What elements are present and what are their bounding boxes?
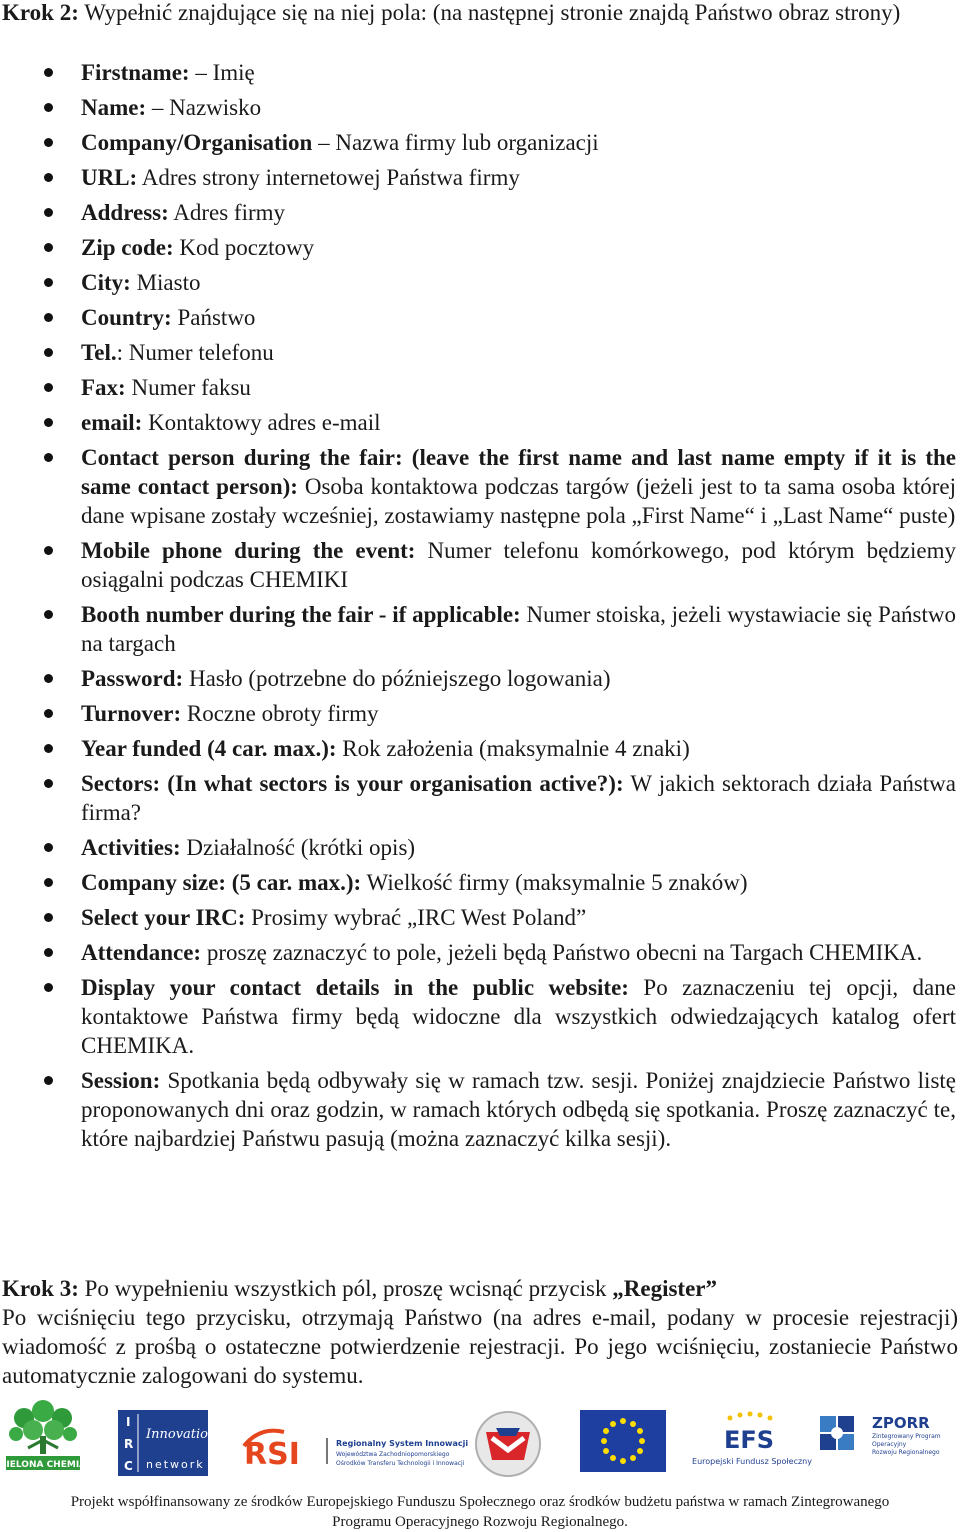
field-list-item: [0, 58, 960, 87]
field-term: Company/Organisation: [81, 130, 313, 155]
footer-line2: Programu Operacyjnego Rozwoju Regionalnego.: [332, 1514, 628, 1530]
field-description: Państwo: [171, 305, 256, 330]
field-description: Osoba kontaktowa podczas targów (jeżeli jest to ta sama osoba której dane wpisane zostały wcześniej, zostawiamy następne pola „First Name“ i „Last Name“ puste): [81, 474, 956, 528]
field-term: Password:: [81, 666, 184, 691]
field-list-item: [0, 163, 960, 192]
irc-innovation-text: Innovation: [146, 1427, 217, 1442]
rsi-line1: Regionalny System Innowacji: [336, 1439, 469, 1448]
field-term: Year funded (4 car. max.):: [81, 736, 337, 761]
field-term: Firstname:: [81, 60, 190, 85]
field-description: Działalność (krótki opis): [180, 835, 416, 860]
bullet-icon: [44, 383, 53, 392]
zporr-mark-text: ZPORR: [872, 1414, 930, 1432]
step2-paragraph: [2, 0, 958, 27]
field-list-item: [0, 338, 960, 367]
field-list-item: [0, 973, 960, 1060]
bullet-icon: [44, 68, 53, 77]
irc-letter-c: C: [124, 1459, 133, 1473]
step3-label: Krok 3:: [2, 1276, 79, 1301]
step3-section: [2, 1274, 958, 1390]
bullet-icon: [44, 348, 53, 357]
field-list-item: [0, 303, 960, 332]
bullet-icon: [44, 453, 53, 462]
rsi-logo: [240, 1422, 469, 1472]
field-description: Po zaznaczeniu tej opcji, dane kontaktowe Państwa firmy będą widoczne dla wszystkich odwiedzających katalog ofert CHEMIKA.: [81, 975, 956, 1058]
zielona-chemia-text: ZIELONA CHEMIA: [0, 1460, 87, 1470]
field-description: Numer telefonu komórkowego, pod którym będziemy osiągalni podczas CHEMIKI: [81, 538, 957, 592]
field-term: Activities:: [81, 835, 181, 860]
field-term: Turnover:: [81, 701, 182, 726]
footer-note: [0, 1492, 960, 1532]
field-list-item: [0, 233, 960, 262]
field-list-item: [0, 769, 960, 827]
field-list-item: [0, 373, 960, 402]
step2-label: Krok 2:: [2, 0, 79, 25]
field-list-item: [0, 198, 960, 227]
field-list-item: [0, 268, 960, 297]
field-description: Miasto: [130, 270, 201, 295]
bullet-icon: [44, 208, 53, 217]
field-description: proszę zaznaczyć to pole, jeżeli będą Państwo obecni na Targach CHEMIKA.: [201, 940, 923, 965]
field-description: – Imię: [189, 60, 255, 85]
field-description: Prosimy wybrać „IRC West Poland”: [245, 905, 587, 930]
field-description: Rok założenia (maksymalnie 4 znaki): [336, 736, 690, 761]
bullet-icon: [44, 173, 53, 182]
field-term: Contact person during the fair: (leave the first name and last name empty if it is the same contact person):: [81, 445, 956, 499]
field-term: Country:: [81, 305, 172, 330]
field-list-item: [0, 833, 960, 862]
bullet-icon: [44, 103, 53, 112]
efs-mark-text: EFS: [724, 1426, 775, 1454]
rsi-mark-text: RSI: [244, 1437, 300, 1472]
field-description: Wielkość firmy (maksymalnie 5 znaków): [361, 870, 748, 895]
zporr-logo: [818, 1410, 941, 1460]
irc-letter-i: I: [126, 1415, 131, 1429]
field-description: Spotkania będą odbywały się w ramach tzw. sesji. Poniżej znajdziecie Państwo listę proponowanych dni oraz godzin, w ramach których odbędą się spotkania. Proszę zaznaczyć te, które najbardziej Państwu pasują (można zaznaczyć kilka sesji).: [81, 1068, 956, 1151]
bullet-icon: [44, 243, 53, 252]
field-term: Session:: [81, 1068, 161, 1093]
bullet-icon: [44, 674, 53, 683]
field-description: W jakich sektorach działa Państwa firma?: [81, 771, 956, 825]
bullet-icon: [44, 418, 53, 427]
field-term: Mobile phone during the event:: [81, 538, 416, 563]
bullet-icon: [44, 709, 53, 718]
footer-line1: Projekt współfinansowany ze środków Europejskiego Funduszu Społecznego oraz środków budżetu państwa w ramach Zintegrowanego: [70, 1494, 890, 1510]
rsi-line2: Województwa Zachodniopomorskiego: [336, 1451, 450, 1458]
field-term: URL:: [81, 165, 138, 190]
zporr-line2: Operacyjny: [872, 1441, 907, 1448]
field-term: Tel.: [81, 340, 117, 365]
irc-logo: [118, 1410, 217, 1476]
field-term: Select your IRC:: [81, 905, 246, 930]
bullet-icon: [44, 948, 53, 957]
field-term: City:: [81, 270, 131, 295]
field-term: Zip code:: [81, 235, 174, 260]
field-list-item: [0, 1066, 960, 1153]
field-list-item: [0, 600, 960, 658]
logo-strip: [0, 1400, 960, 1480]
fields-list: [0, 58, 960, 1159]
field-description: Roczne obroty firmy: [181, 701, 379, 726]
field-term: Sectors: (In what sectors is your organisation active?):: [81, 771, 624, 796]
step3-text: Po wypełnieniu wszystkich pól, proszę wcisnąć przycisk: [78, 1276, 613, 1301]
zporr-line1: Zintegrowany Program: [872, 1433, 941, 1440]
field-term: Fax:: [81, 375, 126, 400]
field-description: Numer faksu: [125, 375, 251, 400]
eu-flag-logo: [580, 1410, 666, 1472]
field-term: Company size: (5 car. max.):: [81, 870, 362, 895]
field-list-item: [0, 408, 960, 437]
zporr-line3: Rozwoju Regionalnego: [872, 1449, 940, 1456]
field-list-item: [0, 128, 960, 157]
field-list-item: [0, 664, 960, 693]
register-button-name: „Register”: [612, 1276, 717, 1301]
field-list-item: [0, 734, 960, 763]
field-term: email:: [81, 410, 143, 435]
field-term: Name:: [81, 95, 147, 120]
field-description: – Nazwisko: [146, 95, 262, 120]
field-list-item: [0, 868, 960, 897]
irc-letter-r: R: [124, 1437, 134, 1451]
bullet-icon: [44, 313, 53, 322]
bullet-icon: [44, 546, 53, 555]
field-list-item: [0, 903, 960, 932]
bullet-icon: [44, 1076, 53, 1085]
efs-logo: [692, 1412, 812, 1470]
field-list-item: [0, 93, 960, 122]
step3-paragraph: Po wciśnięciu tego przycisku, otrzymają Państwo (na adres e-mail, podany w procesie rejestracji) wiadomość z prośbą o ostateczne potwierdzenie rejestracji. Po jego wciśnięciu, zostaniecie Państwo automatycznie zalogowani do systemu.: [2, 1305, 958, 1388]
step3-line: [2, 1274, 958, 1303]
regional-emblem-logo: [472, 1410, 544, 1478]
field-term: Booth number during the fair - if applicable:: [81, 602, 521, 627]
bullet-icon: [44, 913, 53, 922]
field-description: Adres strony internetowej Państwa firmy: [137, 165, 520, 190]
field-list-item: [0, 536, 960, 594]
zielona-chemia-logo: [0, 1400, 87, 1472]
field-list-item: [0, 443, 960, 530]
bullet-icon: [44, 138, 53, 147]
efs-caption: Europejski Fundusz Społeczny: [692, 1457, 812, 1466]
field-description: Kontaktowy adres e-mail: [142, 410, 381, 435]
bullet-icon: [44, 983, 53, 992]
field-term: Address:: [81, 200, 169, 225]
field-description: Numer stoiska, jeżeli wystawiacie się Państwo na targach: [81, 602, 956, 656]
field-term: Attendance:: [81, 940, 202, 965]
step2-text: Wypełnić znajdujące się na niej pola: (na następnej stronie znajdą Państwo obraz strony): [78, 0, 901, 25]
field-description: – Nazwa firmy lub organizacji: [312, 130, 599, 155]
irc-network-text: network: [146, 1458, 205, 1471]
rsi-line3: Ośrodków Transferu Technologii i Innowacji: [336, 1460, 465, 1467]
field-description: : Numer telefonu: [116, 340, 274, 365]
field-description: Adres firmy: [168, 200, 286, 225]
field-list-item: [0, 699, 960, 728]
field-list-item: [0, 938, 960, 967]
bullet-icon: [44, 878, 53, 887]
field-description: Kod pocztowy: [173, 235, 315, 260]
field-term: Display your contact details in the public website:: [81, 975, 629, 1000]
bullet-icon: [44, 610, 53, 619]
bullet-icon: [44, 843, 53, 852]
field-description: Hasło (potrzebne do późniejszego logowania): [183, 666, 611, 691]
bullet-icon: [44, 779, 53, 788]
bullet-icon: [44, 744, 53, 753]
bullet-icon: [44, 278, 53, 287]
